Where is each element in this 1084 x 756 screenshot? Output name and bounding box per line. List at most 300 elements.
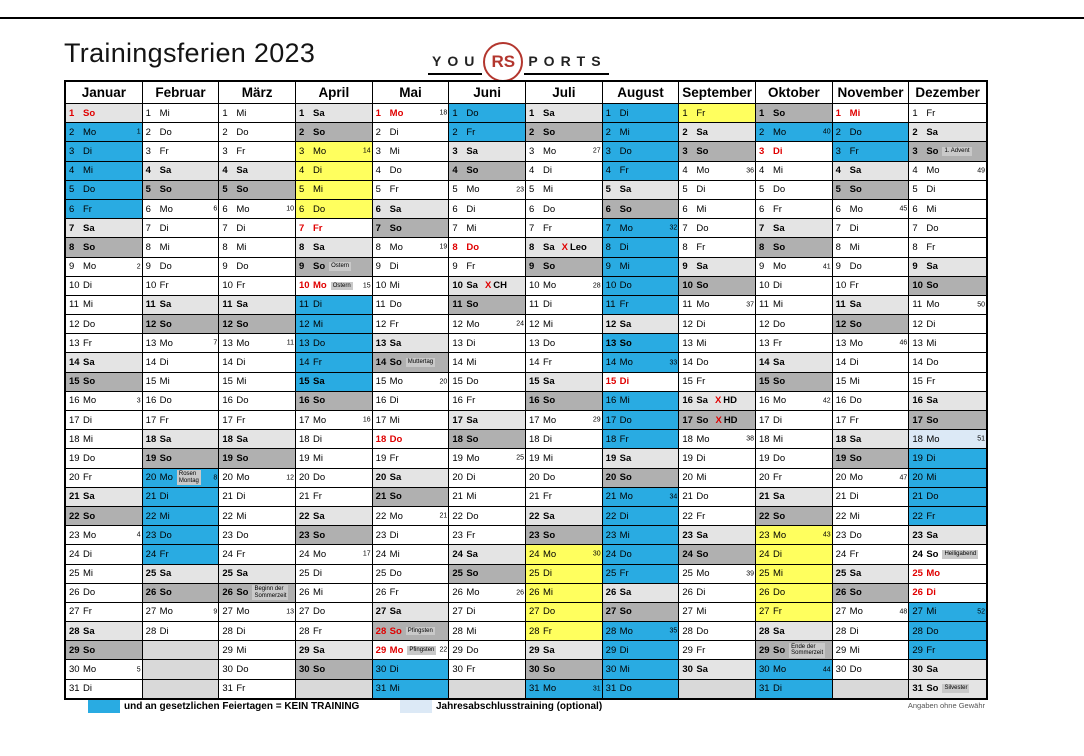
weekday-label: Di xyxy=(312,433,322,445)
day-number: 22 xyxy=(835,510,847,522)
day-number: 17 xyxy=(758,414,770,426)
day-number: 24 xyxy=(912,548,923,560)
weekday-label: Mo xyxy=(772,395,787,407)
weekday-label: So xyxy=(926,683,939,695)
day-cell xyxy=(296,660,372,679)
day-cell xyxy=(373,104,449,123)
weekday-label: Mi xyxy=(389,414,400,426)
day-cell xyxy=(526,526,602,545)
day-number: 19 xyxy=(912,452,923,464)
day-cell xyxy=(833,296,909,315)
week-number: 16 xyxy=(362,416,371,424)
weekday-label: Do xyxy=(466,107,479,119)
day-number: 31 xyxy=(528,683,540,695)
day-number: 2 xyxy=(605,126,611,138)
day-number: 2 xyxy=(682,126,688,138)
day-cell xyxy=(603,142,679,161)
day-number: 17 xyxy=(375,414,387,426)
day-number: 22 xyxy=(912,510,923,522)
day-cell xyxy=(373,545,449,564)
day-number: 1 xyxy=(912,107,918,119)
weekday-label: Do xyxy=(83,318,96,330)
weekday-label: So xyxy=(542,126,556,138)
day-number: 7 xyxy=(145,222,151,234)
weekday-label: Di xyxy=(236,222,246,234)
day-cell xyxy=(219,411,295,430)
weekday-label: Di xyxy=(389,261,399,273)
weekday-label: Fr xyxy=(466,261,476,273)
day-number: 16 xyxy=(758,395,770,407)
day-number: 26 xyxy=(375,587,387,599)
day-cell xyxy=(219,219,295,238)
weekday-label: Fr xyxy=(312,222,323,234)
day-number: 27 xyxy=(758,606,770,618)
weekday-label: So xyxy=(83,510,96,522)
day-number: 4 xyxy=(452,165,458,177)
weekday-label: Fr xyxy=(619,433,629,445)
day-cell xyxy=(296,238,372,257)
weekday-label: Mi xyxy=(389,280,400,292)
weekday-label: Di xyxy=(466,337,476,349)
weekday-label: Mo xyxy=(772,664,787,676)
day-number: 23 xyxy=(758,529,770,541)
day-cell xyxy=(219,622,295,641)
day-cell xyxy=(756,545,832,564)
weekday-label: So xyxy=(159,184,172,196)
weekday-label: Mo xyxy=(389,107,404,119)
day-cell xyxy=(219,315,295,334)
day-cell xyxy=(449,142,525,161)
day-number: 21 xyxy=(298,491,310,503)
day-cell xyxy=(296,123,372,142)
day-number: 20 xyxy=(682,472,693,484)
weekday-label: Mo xyxy=(389,644,404,656)
weekday-label: Sa xyxy=(772,222,785,234)
day-cell xyxy=(679,104,755,123)
weekday-label: Do xyxy=(542,606,556,618)
day-number: 11 xyxy=(758,299,769,311)
day-cell xyxy=(449,373,525,392)
day-cell xyxy=(296,584,372,603)
weekday-label: So xyxy=(466,299,479,311)
weekday-label: Mo xyxy=(772,126,787,138)
empty-cell xyxy=(143,680,219,698)
day-cell xyxy=(219,565,295,584)
day-number: 7 xyxy=(298,222,305,234)
day-cell xyxy=(756,641,832,660)
day-cell xyxy=(679,200,755,219)
day-cell xyxy=(526,181,602,200)
weekday-label: Mo xyxy=(542,414,557,426)
day-number: 4 xyxy=(758,165,765,177)
day-number: 27 xyxy=(605,606,617,618)
day-cell xyxy=(219,526,295,545)
day-cell xyxy=(143,584,219,603)
day-number: 16 xyxy=(605,395,617,407)
day-number: 20 xyxy=(758,472,770,484)
weekday-label: Di xyxy=(849,625,859,637)
week-number: 19 xyxy=(439,243,448,251)
weekday-label: So xyxy=(772,107,786,119)
holiday-note: Pfingsten xyxy=(409,647,435,654)
holiday-note: Pfingsten xyxy=(407,627,433,634)
day-number: 23 xyxy=(912,529,923,541)
weekday-label: Mi xyxy=(772,433,784,445)
weekday-label: Mo xyxy=(849,337,863,349)
day-cell xyxy=(603,277,679,296)
day-number: 13 xyxy=(222,337,233,349)
weekday-label: Mo xyxy=(83,261,97,273)
week-number: 10 xyxy=(286,205,294,213)
day-number: 3 xyxy=(298,145,305,157)
day-number: 9 xyxy=(605,261,611,273)
day-number: 21 xyxy=(69,491,80,503)
weekday-label: So xyxy=(83,644,96,656)
weekday-label: Fr xyxy=(389,318,399,330)
weekday-label: Mo xyxy=(236,337,250,349)
day-cell xyxy=(756,277,832,296)
day-cell xyxy=(756,565,832,584)
day-cell xyxy=(66,258,142,277)
week-number: 6 xyxy=(213,205,218,213)
day-cell xyxy=(603,181,679,200)
day-cell xyxy=(449,622,525,641)
day-number: 7 xyxy=(912,222,918,234)
day-number: 23 xyxy=(375,529,387,541)
day-cell xyxy=(603,123,679,142)
day-number: 14 xyxy=(835,357,847,369)
weekday-label: Di xyxy=(772,414,782,426)
weekday-label: Mo xyxy=(926,165,940,177)
day-cell xyxy=(603,680,679,698)
day-cell xyxy=(296,219,372,238)
weekday-label: So xyxy=(312,529,326,541)
weekday-label: Di xyxy=(849,222,859,234)
day-number: 26 xyxy=(222,587,233,599)
disclaimer-text: Angaben ohne Gewähr xyxy=(907,701,985,710)
day-number: 10 xyxy=(298,280,310,292)
day-cell xyxy=(66,622,142,641)
day-number: 12 xyxy=(835,318,847,330)
weekday-label: Fr xyxy=(926,107,936,119)
day-cell xyxy=(66,545,142,564)
day-number: 8 xyxy=(145,241,151,253)
weekday-label: Sa xyxy=(83,625,95,637)
day-cell xyxy=(909,507,986,526)
day-cell xyxy=(373,565,449,584)
weekday-label: Do xyxy=(772,318,786,330)
weekday-label: So xyxy=(926,145,939,157)
day-number: 27 xyxy=(145,606,157,618)
weekday-label: Mi xyxy=(236,510,247,522)
day-number: 22 xyxy=(69,510,80,522)
weekday-label: Di xyxy=(83,145,92,157)
event-mark: X Leo xyxy=(561,241,587,253)
day-cell xyxy=(909,584,986,603)
weekday-label: So xyxy=(772,241,786,253)
weekday-label: Sa xyxy=(236,568,248,580)
day-number: 23 xyxy=(605,529,617,541)
week-number: 52 xyxy=(977,608,985,616)
day-cell xyxy=(833,277,909,296)
day-cell xyxy=(756,315,832,334)
day-number: 12 xyxy=(145,318,157,330)
weekday-label: So xyxy=(926,548,939,560)
weekday-label: So xyxy=(696,280,709,292)
weekday-label: Di xyxy=(236,491,246,503)
day-cell xyxy=(449,430,525,449)
day-cell xyxy=(603,641,679,660)
week-number: 21 xyxy=(439,512,448,520)
weekday-label: So xyxy=(236,452,249,464)
day-number: 19 xyxy=(222,452,233,464)
day-number: 15 xyxy=(145,376,157,388)
day-number: 23 xyxy=(528,529,540,541)
weekday-label: Fr xyxy=(696,644,706,656)
week-number: 17 xyxy=(362,550,371,558)
weekday-label: Di xyxy=(772,683,782,695)
weekday-label: Di xyxy=(466,472,476,484)
day-number: 19 xyxy=(605,452,617,464)
day-number: 24 xyxy=(298,548,310,560)
day-cell xyxy=(833,334,909,353)
week-number: 15 xyxy=(362,282,371,290)
day-cell xyxy=(756,526,832,545)
month-header: Oktober xyxy=(756,82,832,104)
weekday-label: Sa xyxy=(312,241,325,253)
month-column-juni xyxy=(449,82,526,698)
week-number: 13 xyxy=(286,608,294,616)
weekday-label: Fr xyxy=(849,548,859,560)
day-number: 10 xyxy=(605,280,617,292)
day-number: 14 xyxy=(605,357,617,369)
day-number: 19 xyxy=(145,452,157,464)
day-number: 8 xyxy=(528,241,535,253)
day-cell xyxy=(526,277,602,296)
day-number: 12 xyxy=(298,318,310,330)
day-cell xyxy=(296,488,372,507)
weekday-label: Fr xyxy=(159,145,169,157)
day-number: 23 xyxy=(145,529,157,541)
day-number: 19 xyxy=(758,452,770,464)
day-number: 29 xyxy=(758,644,770,656)
day-cell xyxy=(909,565,986,584)
week-number: 29 xyxy=(592,416,601,424)
day-number: 19 xyxy=(835,452,847,464)
weekday-label: Mi xyxy=(389,683,400,695)
day-cell xyxy=(909,162,986,181)
weekday-label: Fr xyxy=(619,299,629,311)
weekday-label: Sa xyxy=(696,395,708,407)
weekday-label: Sa xyxy=(389,203,402,215)
weekday-label: Fr xyxy=(696,107,706,119)
day-cell xyxy=(449,315,525,334)
weekday-label: Di xyxy=(849,357,859,369)
day-number: 26 xyxy=(528,587,540,599)
weekday-label: Di xyxy=(83,683,92,695)
day-number: 20 xyxy=(145,472,157,484)
day-cell xyxy=(603,603,679,622)
day-cell xyxy=(373,123,449,142)
day-number: 16 xyxy=(222,395,233,407)
day-cell xyxy=(449,584,525,603)
weekday-label: Sa xyxy=(926,664,938,676)
day-cell xyxy=(756,238,832,257)
weekday-label: Mo xyxy=(849,606,863,618)
day-cell xyxy=(66,392,142,411)
weekday-label: So xyxy=(466,568,479,580)
day-cell xyxy=(143,488,219,507)
weekday-label: Mo xyxy=(696,299,710,311)
week-number: 9 xyxy=(213,608,218,616)
day-number: 8 xyxy=(758,241,765,253)
weekday-label: Do xyxy=(619,280,632,292)
day-number: 13 xyxy=(375,337,387,349)
day-number: 18 xyxy=(605,433,617,445)
day-number: 16 xyxy=(145,395,157,407)
week-number: 33 xyxy=(669,359,678,367)
day-number: 26 xyxy=(145,587,157,599)
weekday-label: Sa xyxy=(696,261,708,273)
day-cell xyxy=(373,162,449,181)
weekday-label: Do xyxy=(159,395,172,407)
day-number: 6 xyxy=(758,203,765,215)
weekday-label: Mo xyxy=(772,529,787,541)
day-number: 5 xyxy=(528,184,535,196)
weekday-label: Mo xyxy=(849,472,863,484)
day-cell xyxy=(296,296,372,315)
day-number: 2 xyxy=(69,126,75,138)
weekday-label: Di xyxy=(926,587,936,599)
day-number: 7 xyxy=(375,222,381,234)
weekday-label: Di xyxy=(159,491,169,503)
day-number: 1 xyxy=(758,107,765,119)
weekday-label: Mi xyxy=(619,126,630,138)
day-number: 15 xyxy=(605,376,617,388)
day-number: 30 xyxy=(835,664,847,676)
weekday-label: Do xyxy=(236,126,249,138)
day-cell xyxy=(526,315,602,334)
day-number: 9 xyxy=(912,261,918,273)
day-number: 1 xyxy=(528,107,535,119)
weekday-label: Mi xyxy=(466,357,477,369)
day-cell xyxy=(296,104,372,123)
day-number: 28 xyxy=(835,625,847,637)
day-cell xyxy=(66,353,142,372)
week-number: 44 xyxy=(822,666,831,674)
day-number: 28 xyxy=(145,625,157,637)
day-cell xyxy=(373,142,449,161)
day-number: 27 xyxy=(69,606,80,618)
day-number: 17 xyxy=(298,414,310,426)
day-cell xyxy=(679,219,755,238)
day-cell xyxy=(296,181,372,200)
week-number: 43 xyxy=(822,531,831,539)
day-number: 16 xyxy=(528,395,540,407)
day-cell xyxy=(219,545,295,564)
day-number: 15 xyxy=(682,376,693,388)
day-number: 10 xyxy=(528,280,540,292)
day-number: 19 xyxy=(69,452,80,464)
week-number: 32 xyxy=(669,224,678,232)
day-cell xyxy=(603,545,679,564)
weekday-label: Di xyxy=(619,107,629,119)
day-number: 5 xyxy=(912,184,918,196)
day-number: 25 xyxy=(528,568,540,580)
weekday-label: So xyxy=(312,261,326,273)
weekday-label: Di xyxy=(312,568,322,580)
weekday-label: Sa xyxy=(542,241,555,253)
day-number: 4 xyxy=(69,165,75,177)
day-number: 2 xyxy=(912,126,918,138)
day-cell xyxy=(679,296,755,315)
day-number: 4 xyxy=(528,165,535,177)
weekday-label: Fr xyxy=(466,126,476,138)
day-number: 28 xyxy=(912,625,923,637)
day-number: 25 xyxy=(69,568,80,580)
weekday-label: Di xyxy=(389,664,399,676)
day-cell xyxy=(756,258,832,277)
day-cell xyxy=(143,219,219,238)
weekday-label: Sa xyxy=(542,510,555,522)
logo-text-ports: PORTS xyxy=(524,53,608,75)
x-mark-icon: X xyxy=(714,395,722,407)
day-number: 26 xyxy=(69,587,80,599)
day-number: 29 xyxy=(298,644,310,656)
event-mark: X HD xyxy=(714,395,738,407)
day-cell xyxy=(833,430,909,449)
weekday-label: Di xyxy=(466,606,476,618)
weekday-label: Mo xyxy=(696,165,710,177)
day-number: 18 xyxy=(758,433,770,445)
day-cell xyxy=(373,488,449,507)
day-cell xyxy=(143,277,219,296)
weekday-label: Sa xyxy=(926,529,938,541)
day-cell xyxy=(296,622,372,641)
weekday-label: So xyxy=(236,184,249,196)
day-number: 22 xyxy=(222,510,233,522)
day-cell xyxy=(603,584,679,603)
day-number: 11 xyxy=(375,299,386,311)
day-number: 10 xyxy=(835,280,847,292)
day-cell xyxy=(603,507,679,526)
day-number: 29 xyxy=(912,644,923,656)
weekday-label: Fr xyxy=(159,280,169,292)
week-number: 46 xyxy=(899,339,908,347)
day-number: 2 xyxy=(452,126,458,138)
day-number: 20 xyxy=(375,472,387,484)
holiday-note: Heiligabend xyxy=(944,551,977,558)
yourports-logo xyxy=(428,44,609,84)
weekday-label: Sa xyxy=(389,337,402,349)
weekday-label: So xyxy=(312,126,326,138)
day-cell xyxy=(296,526,372,545)
day-cell xyxy=(66,603,142,622)
weekday-label: Di xyxy=(542,568,552,580)
day-number: 28 xyxy=(605,625,617,637)
day-cell xyxy=(219,392,295,411)
day-cell xyxy=(679,565,755,584)
day-number: 3 xyxy=(222,145,228,157)
empty-cell xyxy=(833,680,909,698)
day-cell xyxy=(66,315,142,334)
weekday-label: So xyxy=(542,529,556,541)
weekday-label: Mo xyxy=(159,203,173,215)
day-number: 15 xyxy=(298,376,310,388)
weekday-label: So xyxy=(389,222,402,234)
day-cell xyxy=(526,123,602,142)
weekday-label: So xyxy=(849,587,862,599)
